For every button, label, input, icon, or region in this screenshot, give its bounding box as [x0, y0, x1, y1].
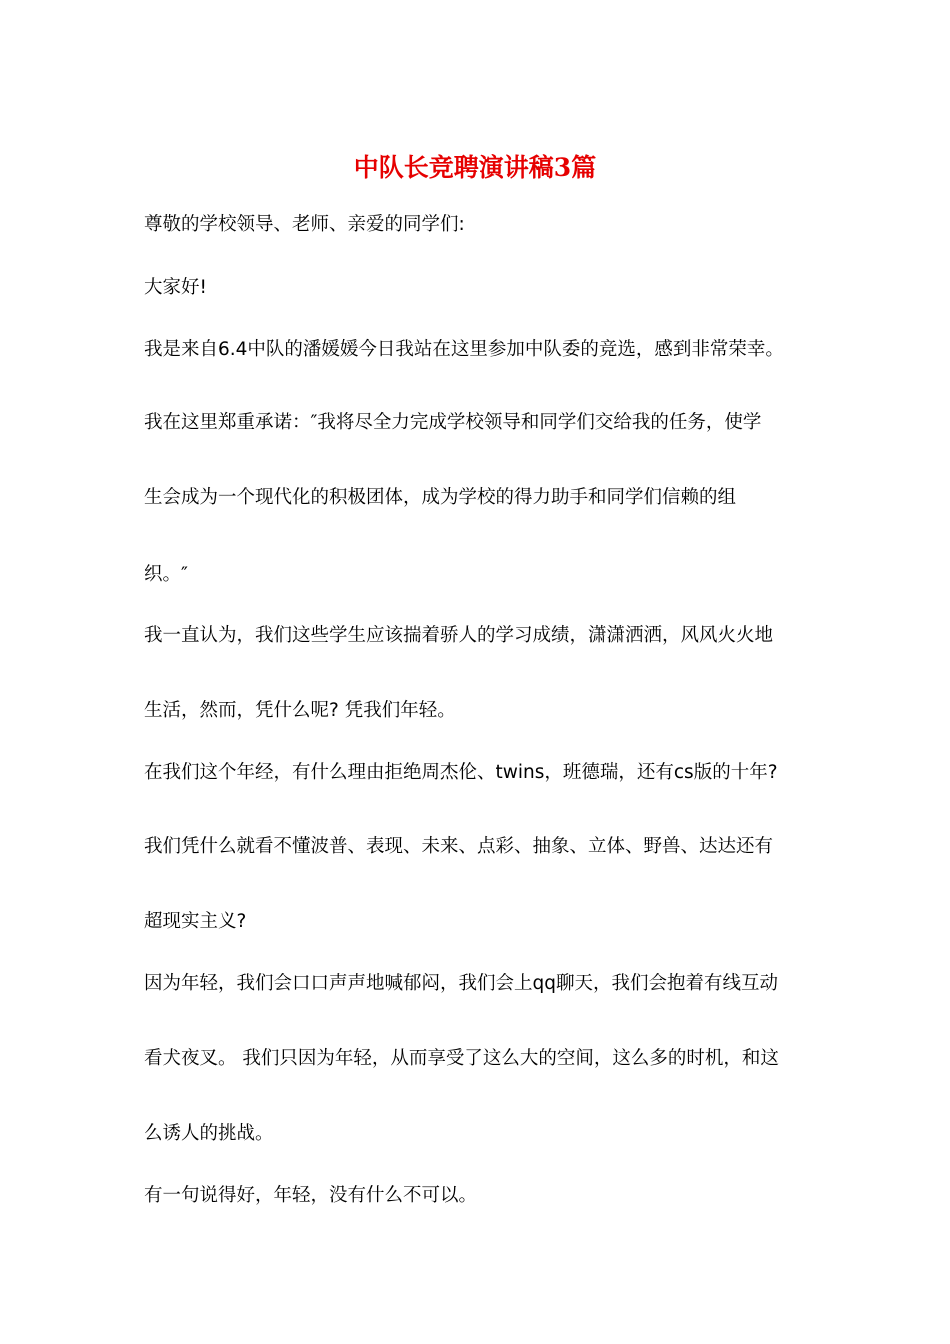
paragraph-line: 我在这里郑重承诺：″我将尽全力完成学校领导和同学们交给我的任务，使学	[144, 412, 762, 433]
paragraph-line: 有一句说得好，年轻，没有什么不可以。	[144, 1185, 478, 1206]
paragraph-line: 我们凭什么就看不懂波普、表现、未来、点彩、抽象、立体、野兽、达达还有	[144, 836, 774, 857]
paragraph-line: 尊敬的学校领导、老师、亲爱的同学们:	[144, 214, 465, 235]
paragraph-line: 超现实主义?	[144, 911, 247, 932]
paragraph-line: 我是来自6.4中队的潘媛媛今日我站在这里参加中队委的竞选，感到非常荣幸。	[144, 339, 784, 360]
paragraph-line: 生会成为一个现代化的积极团体，成为学校的得力助手和同学们信赖的组	[144, 487, 737, 508]
paragraph-line: 看犬夜叉。 我们只因为年轻，从而享受了这么大的空间，这么多的时机，和这	[144, 1048, 779, 1069]
paragraph-line: 在我们这个年经，有什么理由拒绝周杰伦、twins，班德瑞，还有cs版的十年?	[144, 762, 778, 783]
paragraph-line: 生活，然而，凭什么呢? 凭我们年轻。	[144, 700, 456, 721]
paragraph-line: 我一直认为，我们这些学生应该揣着骄人的学习成绩，潇潇洒洒，风风火火地	[144, 625, 774, 646]
paragraph-line: 么诱人的挑战。	[144, 1123, 274, 1144]
paragraph-line: 因为年轻，我们会口口声声地喊郁闷，我们会上qq聊天，我们会抱着有线互动	[144, 973, 778, 994]
paragraph-line: 织。″	[144, 564, 188, 585]
paragraph-line: 大家好!	[144, 277, 207, 298]
document-title: 中队长竞聘演讲稿3篇	[353, 153, 597, 182]
